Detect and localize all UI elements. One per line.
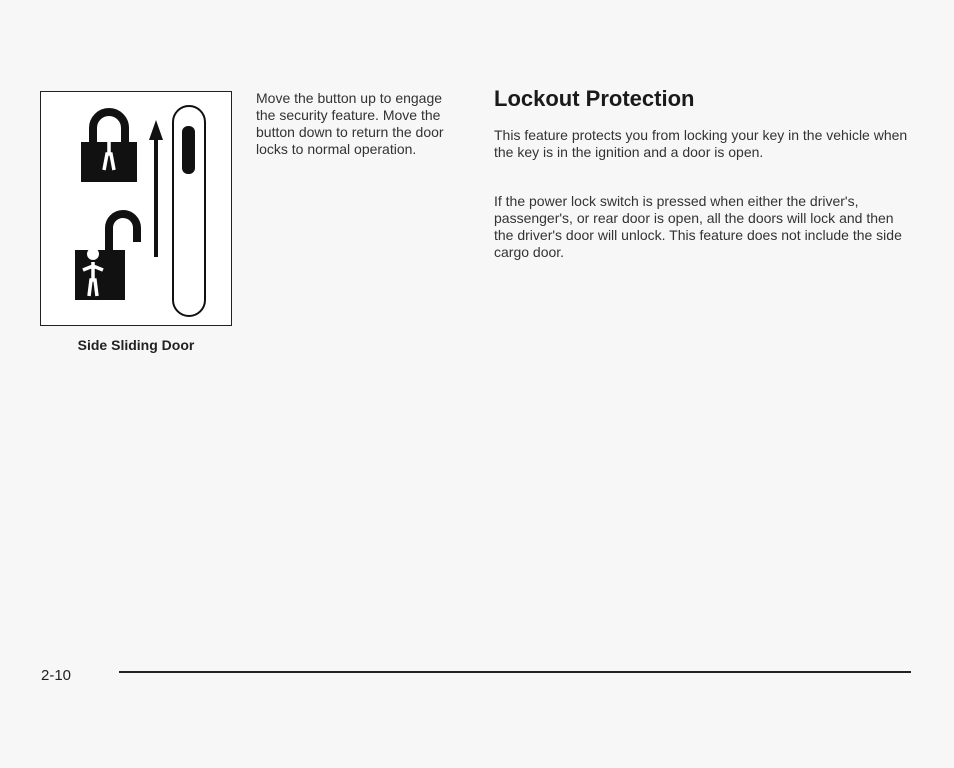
slider-switch-icon (173, 106, 205, 316)
unlocked-child-padlock-icon (75, 214, 137, 300)
section-heading: Lockout Protection (494, 86, 695, 111)
child-lock-illustration (40, 91, 232, 326)
figure-caption: Side Sliding Door (77, 337, 195, 353)
paragraph-1: This feature protects you from locking your key in the vehicle when the key is in the ignition and a door is open. (494, 127, 908, 160)
up-arrow-icon (149, 120, 163, 257)
locked-child-padlock-icon (81, 112, 137, 182)
page-number: 2-10 (41, 667, 72, 684)
paragraph-2: If the power lock switch is pressed when either the driver's, passenger's, or rear door is open, all the doors will lock and then the driver's door will unlock. This feature does not include the side cargo door. (494, 193, 902, 260)
child-lock-diagram (41, 92, 233, 327)
instruction-text: Move the button up to engage the security feature. Move the button down to return the door locks to normal operation. (256, 90, 444, 157)
footer-rule (119, 671, 911, 673)
